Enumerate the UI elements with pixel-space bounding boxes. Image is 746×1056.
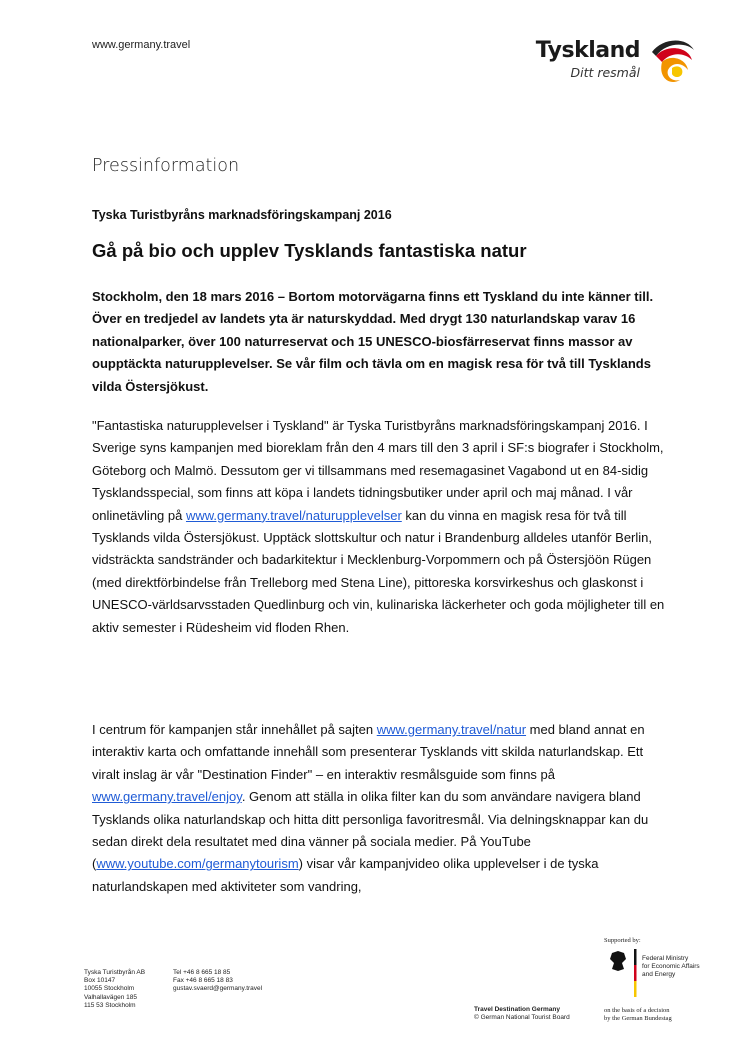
- fax: Fax +46 8 665 18 83: [173, 977, 233, 985]
- ministry-name: [642, 955, 700, 978]
- p2-text-2: med bland annat en interaktiv karta och omfattande innehåll som presenterar Tysklands vitt skilda naturlandskap. Ett viralt inslag är vår "Destination Finder" – en interaktiv resmålsguide som finns på: [92, 722, 645, 782]
- logo-title: Tyskland: [535, 38, 640, 63]
- body-paragraph-2: [92, 719, 667, 898]
- footer-contact: [173, 969, 262, 994]
- tdg-subtitle: © German National Tourist Board: [474, 1014, 570, 1022]
- phone: Tel +46 8 665 18 85: [173, 969, 231, 976]
- tdg-title: Travel Destination Germany: [474, 1006, 560, 1013]
- p2-text-1: I centrum för kampanjen står innehållet på sajten: [92, 722, 377, 737]
- lead-paragraph: Stockholm, den 18 mars 2016 – Bortom motorvägarna finns ett Tyskland du inte känner till. Över en tredjedel av landets yta är naturskyddad. Med drygt 130 naturlandskap varav 16 nationalparker, över 100 naturreservat och 15 UNESCO-biosfärreservat finns massor av oupptäckta naturupplevelser. Se vår film och tävla om en magisk resa för två till Tysklands vilda Östersjökust.: [92, 289, 654, 394]
- ministry-line: and Energy: [642, 970, 676, 978]
- site-url: www.germany.travel: [92, 39, 191, 51]
- footer-address: [84, 969, 145, 1010]
- p2-text-4: ) visar vår kampanjvideo olika upplevelser i de tyska naturlandskapen med aktiviteter som vandring,: [92, 856, 599, 894]
- tyskland-logo: [535, 34, 698, 88]
- address-line: Valhallavägen 185: [84, 993, 138, 1001]
- footer-tdg: [474, 1006, 570, 1022]
- p1-text-before: "Fantastiska naturupplevelser i Tyskland" är Tyska Turistbyråns marknadsföringskampanj 2016. I Sverige syns kampanjen med bioreklam från den 4 mars till den 3 april i SF:s biografer i Stockholm, Göteborg och Malmö. Dessutom ger vi tillsammans med resemagasinet Vagabond ut en 84-sidig Tysklandsspecial, som finns att köpa i landets tidningsbutiker under april och maj månad. I vår onlinetävling på: [92, 418, 664, 523]
- supported-by: Supported by:: [604, 937, 641, 944]
- ministry-logo: [604, 949, 714, 999]
- body-paragraph-1: [92, 415, 667, 639]
- enjoy-link[interactable]: www.germany.travel/enjoy: [92, 789, 242, 805]
- address-line: 115 53 Stockholm: [84, 1001, 136, 1009]
- swirl-logo-icon: [642, 34, 698, 88]
- ministry-line: for Economic Affairs: [642, 962, 700, 970]
- naturupplevelser-link[interactable]: www.germany.travel/naturupplevelser: [185, 507, 402, 523]
- natur-link[interactable]: www.germany.travel/natur: [376, 722, 527, 737]
- federal-eagle-icon: [604, 949, 640, 999]
- bundestag-line: on the basis of a decision: [604, 1007, 670, 1014]
- address-line: Tyska Turistbyrån AB: [84, 969, 146, 976]
- address-line: 10055 Stockholm: [84, 985, 135, 993]
- p2-text-3: . Genom att ställa in olika filter kan du som användare navigera bland Tysklands olika naturlandskap och hitta ditt personliga favoritresmål. Via delningsknappar kan du sedan direkt dela resultatet med dina vänner på sociala medier. På YouTube (: [92, 789, 649, 872]
- address-line: Box 10147: [84, 977, 116, 985]
- headline: Gå på bio och upplev Tysklands fantastiska natur: [92, 240, 527, 261]
- youtube-link[interactable]: www.youtube.com/germanytourism: [96, 856, 299, 872]
- logo-subtitle: Ditt resmål: [570, 65, 640, 80]
- p1-text-after: kan du vinna en magisk resa för två till Tysklands vilda Östersjökust. Upptäck slottskultur och natur i Brandenburg alldeles utanför Berlin, vidsträckta sandstränder och badarkitektur i Mecklenburg-Vorpommern och på Östersjöön Rügen (med direktförbindelse från Trelleborg med Stena Line), pittoreska korsvirkeshus och glaskonst i UNESCO-världsarvsstaden Quedlinburg och vin, kulinariska läckerheter och goda möjligheter till en aktiv semester i Rüdesheim vid floden Rhen.: [92, 507, 665, 635]
- document-type: Pressinformation: [92, 156, 240, 176]
- ministry-line: Federal Ministry: [642, 955, 689, 962]
- kicker: Tyska Turistbyråns marknadsföringskampanj 2016: [92, 208, 392, 222]
- email: gustav.svaerd@germany.travel: [173, 985, 263, 993]
- bundestag-line: by the German Bundestag: [604, 1015, 672, 1023]
- bundestag-note: [604, 1007, 672, 1023]
